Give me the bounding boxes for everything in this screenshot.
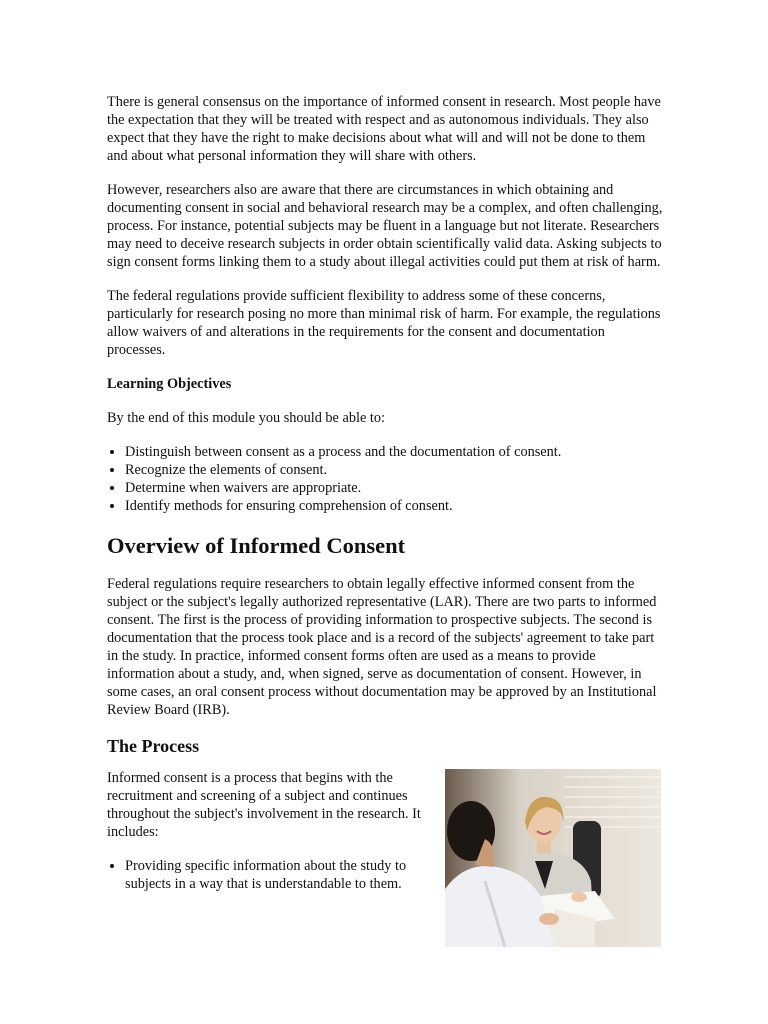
document-page [107, 93, 663, 911]
list-item: • Providing specific information about the study to subjects in a way that is understandable to them. [125, 857, 432, 893]
process-text-column [107, 769, 432, 893]
process-list [107, 857, 432, 893]
learning-objectives-lead: By the end of this module you should be able to: [107, 410, 385, 426]
list-item: • Distinguish between consent as a process and the documentation of consent. [125, 443, 663, 461]
list-item: • Identify methods for ensuring comprehension of consent. [125, 497, 663, 515]
learning-objectives-list [107, 443, 663, 515]
learning-objectives-heading: Learning Objectives [107, 376, 232, 392]
list-item: • Recognize the elements of consent. [125, 461, 663, 479]
process-heading: The Process [107, 736, 200, 756]
process-paragraph: Informed consent is a process that begins with the recruitment and screening of a subject and continues throughout the subject's involvement in the research. It includes: [107, 770, 421, 840]
intro-paragraph-3: The federal regulations provide sufficient flexibility to address some of these concerns, particularly for research posing no more than minimal risk of harm. For example, the regulations allow waivers of and alterations in the requirements for the consent and documentation processes. [107, 288, 661, 358]
consent-meeting-photo-icon [445, 769, 661, 947]
list-item: • Determine when waivers are appropriate. [125, 479, 663, 497]
overview-heading: Overview of Informed Consent [107, 533, 406, 558]
intro-paragraph-2: However, researchers also are aware that there are circumstances in which obtaining and documenting consent in social and behavioral research may be a complex, and often challenging, process. For instance, potential subjects may be fluent in a language but not literate. Researchers may need to deceive research subjects in order obtain scientifically valid data. Asking subjects to sign consent forms linking them to a study about illegal activities could put them at risk of harm. [107, 182, 663, 270]
process-section [107, 769, 663, 893]
intro-paragraph-1: There is general consensus on the importance of informed consent in research. Most people have the expectation that they will be treated with respect and as autonomous individuals. They also expect that they have the right to make decisions about what will and will not be done to them and about what personal information they will share with others. [107, 94, 661, 164]
overview-paragraph: Federal regulations require researchers to obtain legally effective informed consent from the subject or the subject's legally authorized representative (LAR). There are two parts to informed consent. The first is the process of providing information to prospective subjects. The second is documentation that the process took place and is a record of the subjects' agreement to take part in the study. In practice, informed consent forms often are used as a means to provide information about a study, and, when signed, serve as documentation of consent. However, in some cases, an oral consent process without documentation may be approved by an Institutional Review Board (IRB). [107, 576, 657, 718]
